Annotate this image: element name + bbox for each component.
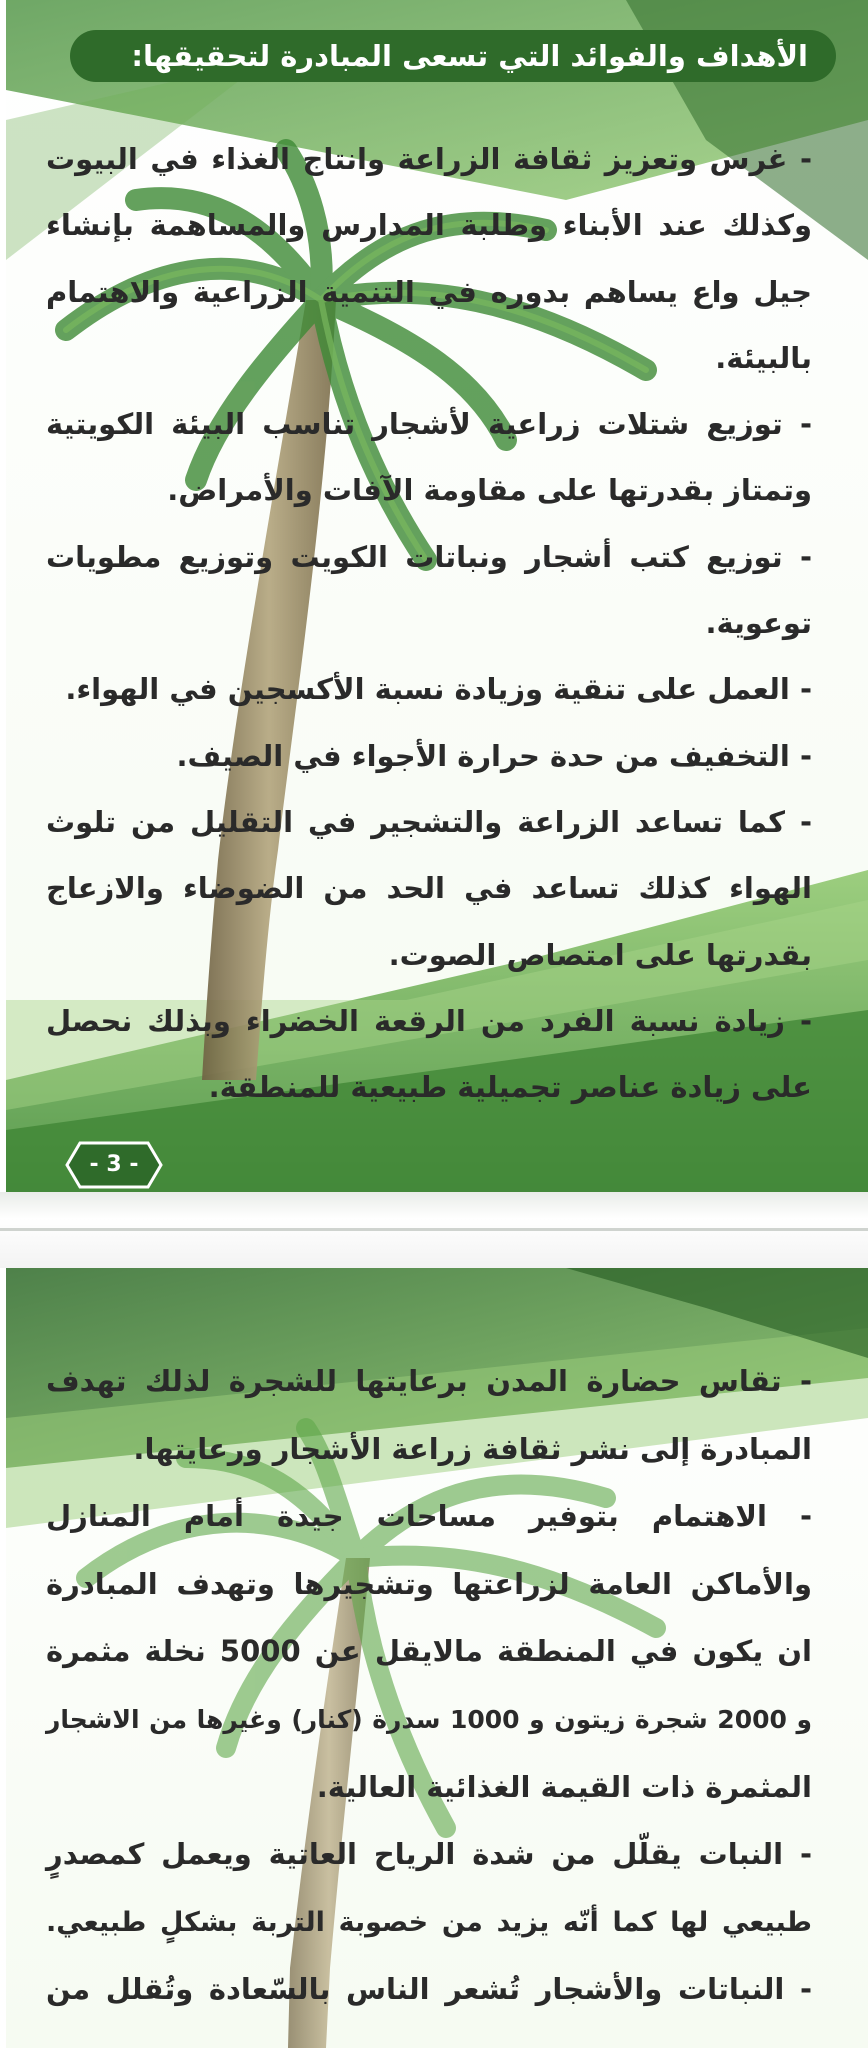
text-line: - غرس وتعزيز ثقافة الزراعة وانتاج الغذاء في البيوت [46,142,812,176]
page-number: - 3 - [89,1152,139,1177]
text-line: - التخفيف من حدة حرارة الأجواء في الصيف. [176,738,812,773]
text-line: - النبات يقلّل من شدة الرياح العاتية ويعمل كمصدرٍ [46,1837,812,1872]
text-line: - النباتات والأشجار تُشعر الناس بالسّعادة وتُقلل من [46,1972,812,2007]
text-line: وتمتاز بقدرتها على مقاومة الآفات والأمراض. [167,473,812,508]
text-line: المبادرة إلى نشر ثقافة زراعة الأشجار ورعايتها. [133,1431,812,1466]
text-line: توعوية. [705,606,812,641]
page-4 [6,1268,868,2048]
text-line: على زيادة عناصر تجميلية طبيعية للمنطقة. [208,1070,812,1105]
text-line: بالبيئة. [715,340,812,375]
text-line: الهواء كذلك تساعد في الحد من الضوضاء والازعاج [46,871,812,906]
page-number-badge [64,1140,164,1190]
text-line: و 2000 شجرة زيتون و 1000 سدرة (كنار) وغيرها من الاشجار [46,1704,812,1734]
divider [0,1228,868,1231]
text-line: - توزيع كتب أشجار ونباتات الكويت وتوزيع مطويات [46,539,812,574]
text-line: طبيعي لها كما أنّه يزيد من خصوبة التربة بشكلٍ طبيعي. [46,1906,812,1938]
text-line: وكذلك عند الأبناء وطلبة المدارس والمساهمة بإنشاء [46,208,812,243]
text-line: - كما تساعد الزراعة والتشجير في التقليل من تلوث [46,804,812,839]
text-line: - زيادة نسبة الفرد من الرقعة الخضراء وبذلك نحصل [46,1003,812,1038]
text-line: بقدرتها على امتصاص الصوت. [388,937,812,972]
section-heading: الأهداف والفوائد التي تسعى المبادرة لتحقيقها: [70,30,836,82]
text-line: والأماكن العامة لزراعتها وتشجيرها وتهدف المبادرة [46,1566,812,1601]
text-line: جيل واع يساهم بدوره في التنمية الزراعية والاهتمام [46,274,812,309]
text-line: - العمل على تنقية وزيادة نسبة الأكسجين في الهواء. [65,672,812,707]
text-line: - توزيع شتلات زراعية لأشجار تناسب البيئة الكويتية [46,407,812,442]
text-line: المثمرة ذات القيمة الغذائية العالية. [316,1769,812,1804]
text-line: - تقاس حضارة المدن برعايتها للشجرة لذلك تهدف [46,1364,812,1398]
objectives-list [46,126,812,1120]
objectives-list-continued [46,1348,812,2024]
page-separator [0,1192,868,1268]
page-3 [6,0,868,1192]
text-line: - الاهتمام بتوفير مساحات جيدة أمام المنازل [46,1499,812,1534]
text-line: ان يكون في المنطقة مالايقل عن 5000 نخلة مثمرة [46,1634,812,1669]
